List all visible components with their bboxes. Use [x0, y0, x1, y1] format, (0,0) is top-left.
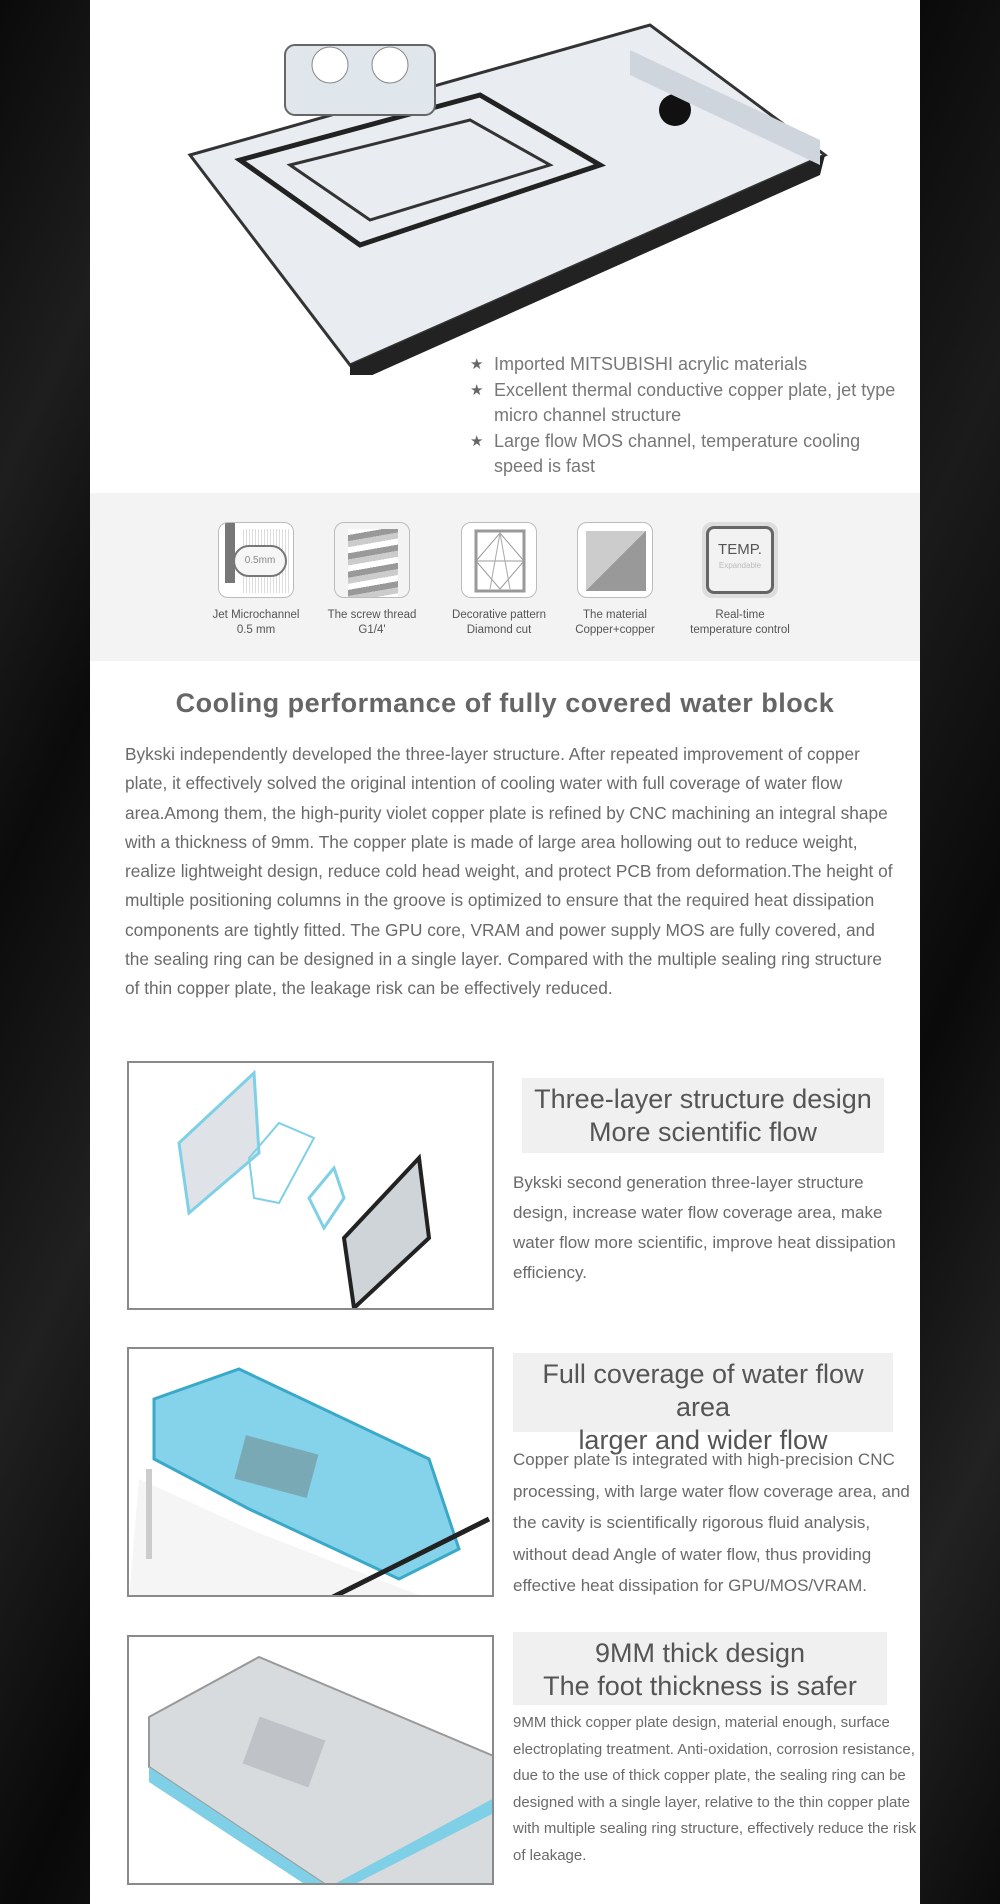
star-icon: ★ — [470, 433, 484, 450]
section-2-text: Copper plate is integrated with high-precision CNC processing, with large water flow coverage area, and the cavity is scientifically rigorous fluid analysis, without dead Angle of water flow, thus providing effective heat dissipation for GPU/MOS/VRAM. — [513, 1450, 910, 1595]
water-flow-image — [127, 1347, 494, 1597]
section-2-heading: Full coverage of water flow area larger and wider flow — [513, 1353, 893, 1432]
three-layer-image — [127, 1061, 494, 1310]
bullet-item: ★ Excellent thermal conductive copper plate, jet type micro channel structure — [470, 380, 896, 425]
star-icon: ★ — [470, 382, 484, 399]
cooling-title: Cooling performance of fully covered water block — [175, 688, 835, 718]
thick-plate-image — [127, 1635, 494, 1885]
feature-screw-thread: The screw thread G1/4' — [307, 522, 437, 638]
cooling-description: Bykski independently developed the three-layer structure. After repeated improvement of copper plate, it effectively solved the original intention of cooling water with full coverage of water flow area.Among them, the high-purity violet copper plate is refined by CNC machining an integral shape with a thickness of 9mm. The copper plate is made of large area hollowing out to reduce weight, realize lightweight design, reduce cold head weight, and protect PCB from deformation.The height of multiple positioning columns in the groove is optimized to ensure that the required heat dissipation components are tightly fitted. The GPU core, VRAM and power supply MOS are fully covered, and the sealing ring can be designed in a single layer. Compared with the multiple sealing ring structure of thin copper plate, the leakage risk can be effectively reduced. — [125, 744, 893, 999]
feature-microchannel: 0.5mm Jet Microchannel 0.5 mm — [191, 522, 321, 638]
section-3-heading: 9MM thick design The foot thickness is safer — [513, 1632, 887, 1705]
feature-material: The material Copper+copper — [550, 522, 680, 638]
temperature-icon: TEMP. Expandable — [702, 522, 778, 598]
section-1-heading: Three-layer structure design More scientific flow — [522, 1078, 884, 1153]
section-1-text: Bykski second generation three-layer structure design, increase water flow coverage area, make water flow more scientific, improve heat dissipation efficiency. — [513, 1173, 896, 1282]
bullet-item: ★ Large flow MOS channel, temperature cooling speed is fast — [470, 431, 861, 476]
screw-thread-icon — [334, 522, 410, 598]
microchannel-icon: 0.5mm — [218, 522, 294, 598]
feature-bullet-list — [470, 352, 900, 480]
section-3-text: 9MM thick copper plate design, material enough, surface electroplating treatment. Anti-oxidation, corrosion resistance, due to the use of thick copper plate, the sealing ring can be designed with a single layer, relative to the thin copper plate with multiple sealing ring structure, effectively reduce the risk of leakage. — [513, 1714, 917, 1864]
bullet-item: ★ Imported MITSUBISHI acrylic materials — [470, 352, 900, 377]
feature-diamond-cut: Decorative pattern Diamond cut — [434, 522, 564, 638]
star-icon: ★ — [470, 356, 484, 373]
diamond-icon — [461, 522, 537, 598]
material-icon — [577, 522, 653, 598]
water-block-product-image — [180, 15, 830, 375]
feature-temperature: TEMP. Expandable Real-time temperature control — [675, 522, 805, 638]
